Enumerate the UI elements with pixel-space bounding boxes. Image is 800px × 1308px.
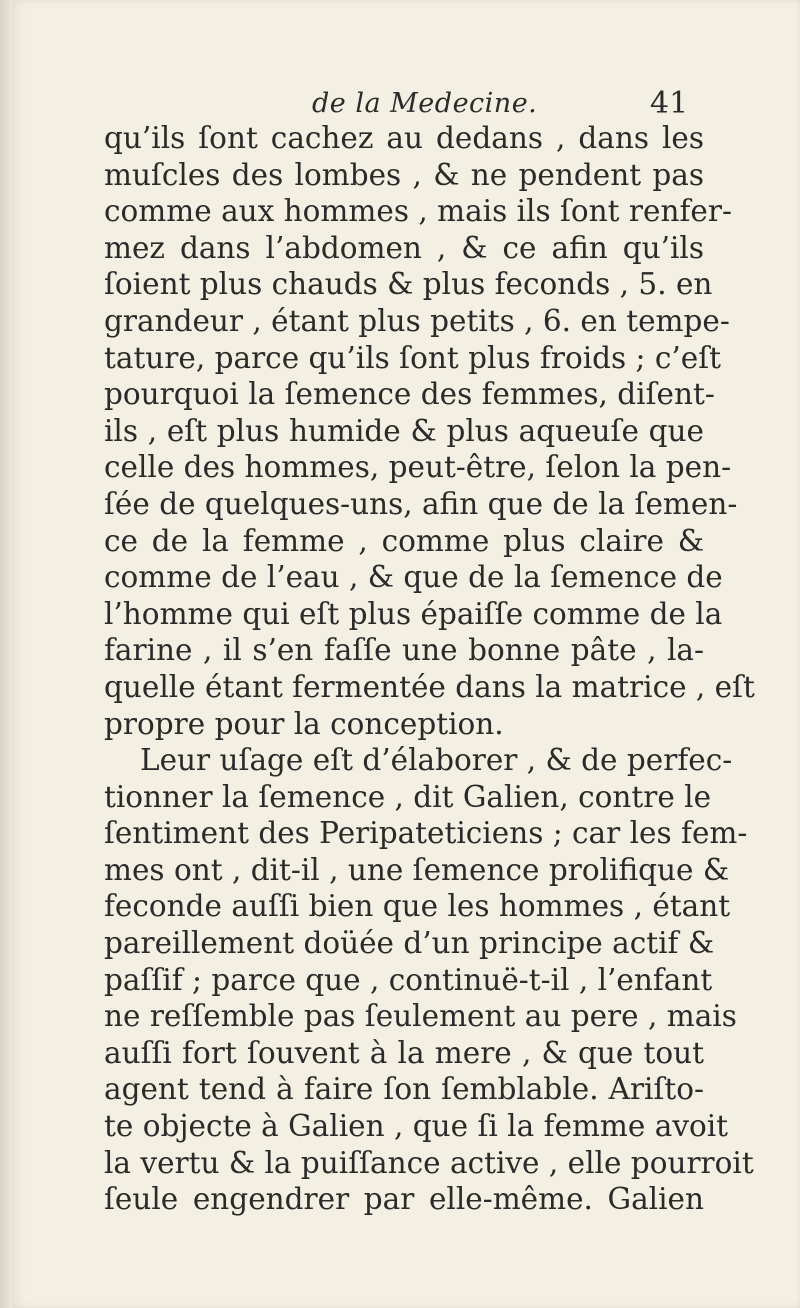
text-line: paſſif ; parce que , continuë-t-il , l’enfant [104, 962, 713, 997]
running-title: de la Medecine. [312, 88, 538, 119]
text-line: feconde auſſi bien que les hommes , étant [104, 889, 731, 924]
text-line: ne reſſemble pas ſeulement au pere , mais [104, 999, 737, 1034]
text-line: comme de l’eau , & que de la ſemence de [104, 560, 723, 595]
text-line: mes ont , dit-il , une ſemence prolifique & [104, 852, 730, 887]
text-line: ſentiment des Peripateticiens ; car les fem- [104, 816, 748, 851]
text-line: ce de la femme , comme plus claire & [104, 523, 704, 558]
text-line: tionner la ſemence , dit Galien, contre le [104, 779, 712, 814]
text-line: propre pour la conception. [104, 706, 504, 741]
text-line: celle des hommes, peut-être, ſelon la pen- [104, 450, 732, 485]
text-line: l’homme qui eſt plus épaiſſe comme de la [104, 596, 723, 631]
text-line: mez dans l’abdomen , & ce afin qu’ils [104, 230, 704, 265]
page-number: 41 [650, 86, 689, 121]
text-line: ils , eſt plus humide & plus aqueuſe que [104, 413, 704, 448]
text-line: qu’ils ſont cachez au dedans , dans les [104, 121, 704, 155]
text-line: ſeule engendrer par elle-même. Galien [104, 1182, 704, 1217]
paragraph-first-line: Leur uſage eſt d’élaborer , & de perfec- [140, 743, 733, 778]
text-line: ſée de quelques-uns, afin que de la ſemen- [104, 486, 738, 521]
text-line: grandeur , étant plus petits , 6. en tempe- [104, 303, 730, 338]
text-line: te objecte à Galien , que ſi la femme avoit [104, 1109, 729, 1144]
text-line: ſoient plus chauds & plus feconds , 5. en [104, 267, 713, 302]
text-line: muſcles des lombes , & ne pendent pas [104, 157, 704, 192]
body-text [104, 120, 755, 1218]
text-line: auſſi fort ſouvent à la mere , & que tout [104, 1035, 704, 1070]
text-line: la vertu & la puiſſance active , elle pourroit [104, 1145, 754, 1180]
text-line: comme aux hommes , mais ils ſont renfer- [104, 194, 732, 229]
text-line: pareillement doüée d’un principe actif & [104, 926, 715, 961]
text-line: farine , il s’en faſſe une bonne pâte , la- [104, 633, 704, 668]
page-gutter [0, 0, 12, 1308]
text-line: agent tend à faire ſon ſemblable. Ariſto- [104, 1072, 704, 1107]
text-line: quelle étant fermentée dans la matrice , eſt [104, 669, 755, 704]
text-line: pourquoi la ſemence des femmes, diſent- [104, 377, 715, 412]
text-line: tature, parce qu’ils ſont plus froids ; c’eſt [104, 340, 721, 375]
